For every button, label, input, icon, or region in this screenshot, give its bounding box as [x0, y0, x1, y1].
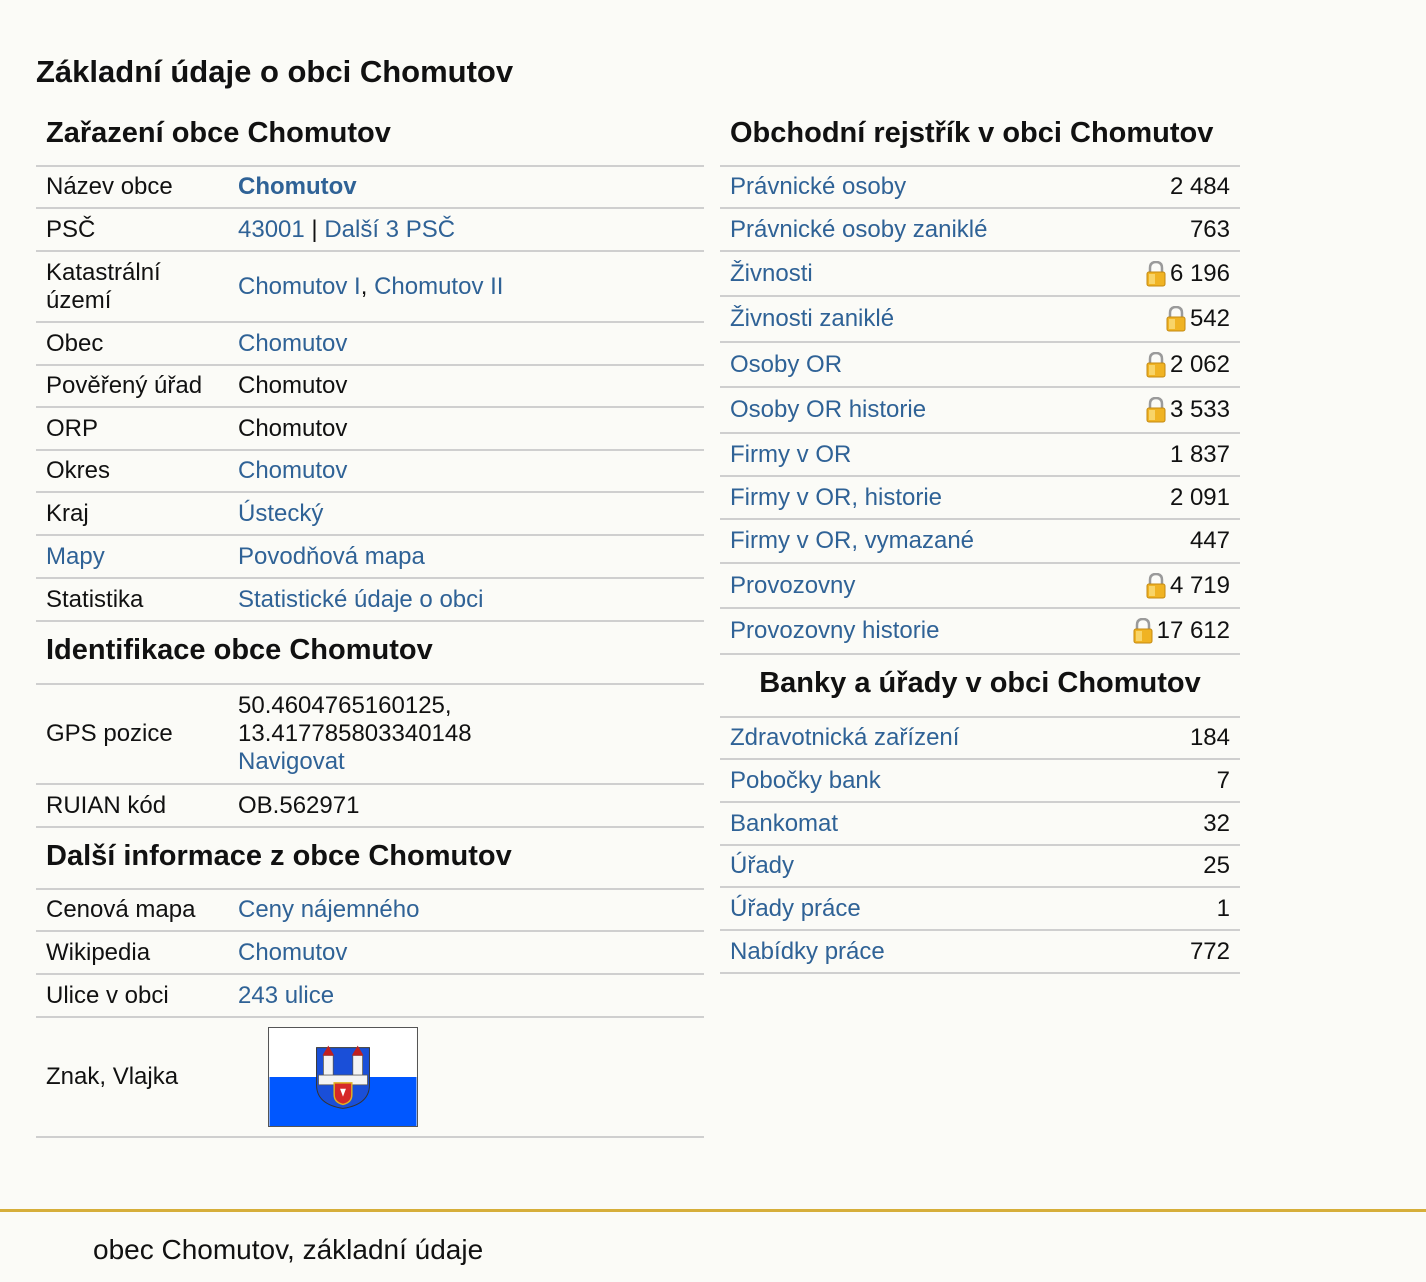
padlock-icon: [1166, 306, 1186, 332]
count-value: 4 719: [1169, 571, 1230, 599]
row-label: Okres: [46, 457, 111, 484]
row-label: Ulice v obci: [46, 981, 169, 1009]
banky-count: 1: [1216, 894, 1230, 922]
section-title-dalsi: Další informace z obce Chomutov: [36, 828, 704, 890]
rejstrik-link[interactable]: Provozovny: [730, 571, 856, 599]
row-label: [36, 259, 238, 315]
page-title: Základní údaje o obci Chomutov: [36, 54, 514, 89]
padlock-icon: [1146, 261, 1166, 287]
section-title-zarazeni: Zařazení obce Chomutov: [36, 110, 704, 167]
row-label: Kraj: [46, 499, 89, 527]
gps-lat: 50.4604765160125,: [238, 692, 452, 719]
banky-row: [720, 888, 1240, 931]
padlock-icon: [1146, 352, 1166, 378]
rejstrik-link[interactable]: Právnické osoby: [730, 173, 907, 200]
banky-link[interactable]: Pobočky bank: [730, 766, 881, 794]
count-value: 3 533: [1169, 396, 1230, 423]
rejstrik-link[interactable]: Osoby OR historie: [730, 396, 927, 423]
rejstrik-count: [1170, 441, 1230, 469]
section-title-banky: Banky a úřady v obci Chomutov: [720, 655, 1240, 718]
rejstrik-count: [1146, 572, 1230, 600]
row-katastralni-uzemi: [36, 252, 704, 323]
row-okres: [36, 451, 704, 493]
row-ulice: [36, 975, 704, 1018]
psc-value: [238, 216, 704, 244]
row-obec: [36, 323, 704, 366]
row-kraj: [36, 493, 704, 536]
rejstrik-count: [1190, 216, 1230, 244]
rejstrik-row: [720, 343, 1240, 388]
obec-link[interactable]: Chomutov: [238, 329, 348, 357]
rejstrik-list: [720, 167, 1240, 655]
rejstrik-link[interactable]: Provozovny historie: [730, 617, 940, 644]
banky-row: [720, 718, 1240, 760]
right-column: [720, 110, 1240, 974]
mapy-link[interactable]: Mapy: [46, 542, 105, 570]
count-value: 2 484: [1169, 173, 1230, 200]
rejstrik-link[interactable]: Firmy v OR, vymazané: [730, 527, 975, 554]
padlock-icon: [1146, 573, 1166, 599]
banky-link[interactable]: Nabídky práce: [730, 937, 885, 965]
rejstrik-row: [720, 297, 1240, 343]
rejstrik-row: [720, 388, 1240, 434]
row-povereny-urad: [36, 366, 704, 408]
label-line-1: Katastrální: [46, 258, 161, 286]
row-label: Statistika: [46, 585, 144, 613]
banky-count: 772: [1189, 937, 1230, 965]
katastr-link-1[interactable]: Chomutov I: [238, 272, 361, 300]
banky-count: 25: [1203, 852, 1230, 879]
ulice-link[interactable]: 243 ulice: [238, 981, 335, 1009]
gps-lon: 13.417785803340148: [238, 720, 472, 747]
row-label: Znak, Vlajka: [46, 1063, 179, 1090]
wikipedia-link[interactable]: Chomutov: [238, 938, 348, 966]
okres-link[interactable]: Chomutov: [238, 457, 348, 484]
banky-link[interactable]: Zdravotnická zařízení: [730, 724, 960, 751]
banky-link[interactable]: Bankomat: [730, 809, 839, 837]
rejstrik-link[interactable]: Osoby OR: [730, 350, 843, 378]
banky-row: [720, 803, 1240, 846]
row-label: Wikipedia: [46, 938, 151, 966]
label-line-2: území: [46, 286, 112, 314]
row-label: GPS pozice: [46, 720, 173, 747]
rejstrik-count: [1166, 305, 1230, 333]
count-value: 447: [1189, 527, 1230, 554]
rejstrik-row: [720, 520, 1240, 564]
row-label: Název obce: [46, 173, 173, 200]
rejstrik-count: [1146, 260, 1230, 288]
rejstrik-count: [1146, 396, 1230, 424]
padlock-icon: [1133, 618, 1153, 644]
ceny-najemneho-link[interactable]: Ceny nájemného: [238, 896, 420, 923]
banky-row: [720, 846, 1240, 888]
gps-value: [238, 692, 704, 776]
left-column: [36, 110, 704, 1138]
count-value: 17 612: [1156, 617, 1230, 644]
kraj-link[interactable]: Ústecký: [238, 499, 324, 527]
row-znak-vlajka: [36, 1018, 704, 1138]
row-ruian: [36, 785, 704, 828]
banky-list: [720, 718, 1240, 974]
count-value: 2 091: [1169, 483, 1230, 511]
footer: [0, 1209, 1426, 1282]
row-label: RUIAN kód: [46, 791, 167, 819]
row-label: ORP: [46, 414, 99, 442]
rejstrik-row: [720, 434, 1240, 477]
orp-value: Chomutov: [238, 414, 348, 442]
row-label: PSČ: [46, 215, 96, 243]
banky-count: 184: [1189, 724, 1230, 751]
rejstrik-link[interactable]: Firmy v OR, historie: [730, 483, 943, 511]
count-value: 2 062: [1169, 350, 1230, 378]
rejstrik-count: [1170, 173, 1230, 201]
coat-of-arms-flag-icon[interactable]: [268, 1027, 418, 1127]
povereny-urad-value: Chomutov: [238, 372, 348, 399]
rejstrik-row: [720, 477, 1240, 520]
padlock-icon: [1146, 397, 1166, 423]
statistika-link[interactable]: Statistické údaje o obci: [238, 585, 484, 613]
katastr-value: [238, 273, 704, 301]
rejstrik-row: [720, 252, 1240, 297]
footer-text: obec Chomutov, základní údaje: [93, 1234, 484, 1265]
rejstrik-count: [1190, 527, 1230, 555]
row-psc: [36, 209, 704, 252]
row-nazev-obce: [36, 167, 704, 209]
banky-row: [720, 760, 1240, 803]
count-value: 6 196: [1169, 259, 1230, 287]
banky-count: 7: [1216, 766, 1230, 794]
row-label: Pověřený úřad: [46, 372, 203, 399]
rejstrik-row: [720, 167, 1240, 209]
povodnova-mapa-link[interactable]: Povodňová mapa: [238, 542, 425, 570]
banky-link[interactable]: Úřady práce: [730, 894, 861, 922]
section-title-identifikace: Identifikace obce Chomutov: [36, 622, 704, 685]
section-title-rejstrik: Obchodní rejstřík v obci Chomutov: [720, 110, 1240, 167]
psc-link[interactable]: 43001: [238, 215, 305, 243]
rejstrik-row: [720, 209, 1240, 252]
rejstrik-link[interactable]: Firmy v OR: [730, 440, 852, 468]
count-value: 1 837: [1169, 440, 1230, 468]
banky-row: [720, 931, 1240, 974]
nazev-obce-link[interactable]: Chomutov: [238, 173, 357, 200]
navigovat-link[interactable]: Navigovat: [238, 748, 345, 775]
psc-separator: |: [304, 215, 325, 243]
row-label: Obec: [46, 329, 104, 357]
banky-count: 32: [1203, 809, 1230, 837]
rejstrik-link[interactable]: Živnosti: [730, 259, 813, 287]
count-value: 763: [1189, 215, 1230, 243]
row-label: Cenová mapa: [46, 896, 196, 923]
dalsi-psc-link[interactable]: Další 3 PSČ: [324, 215, 456, 243]
ruian-value: OB.562971: [238, 791, 360, 819]
row-orp: [36, 408, 704, 451]
rejstrik-count: [1146, 351, 1230, 379]
row-cenova-mapa: [36, 890, 704, 932]
row-gps: [36, 685, 704, 785]
count-value: 542: [1189, 305, 1230, 332]
row-wikipedia: [36, 932, 704, 975]
rejstrik-link[interactable]: Právnické osoby zaniklé: [730, 215, 988, 243]
rejstrik-link[interactable]: Živnosti zaniklé: [730, 305, 895, 332]
katastr-separator: ,: [360, 272, 375, 300]
banky-link[interactable]: Úřady: [730, 852, 795, 879]
row-mapy: [36, 536, 704, 579]
rejstrik-count: [1133, 617, 1230, 645]
katastr-link-2[interactable]: Chomutov II: [374, 272, 504, 300]
rejstrik-row: [720, 609, 1240, 655]
rejstrik-count: [1170, 484, 1230, 512]
flag-container: [238, 1027, 704, 1127]
row-statistika: [36, 579, 704, 622]
rejstrik-row: [720, 564, 1240, 609]
